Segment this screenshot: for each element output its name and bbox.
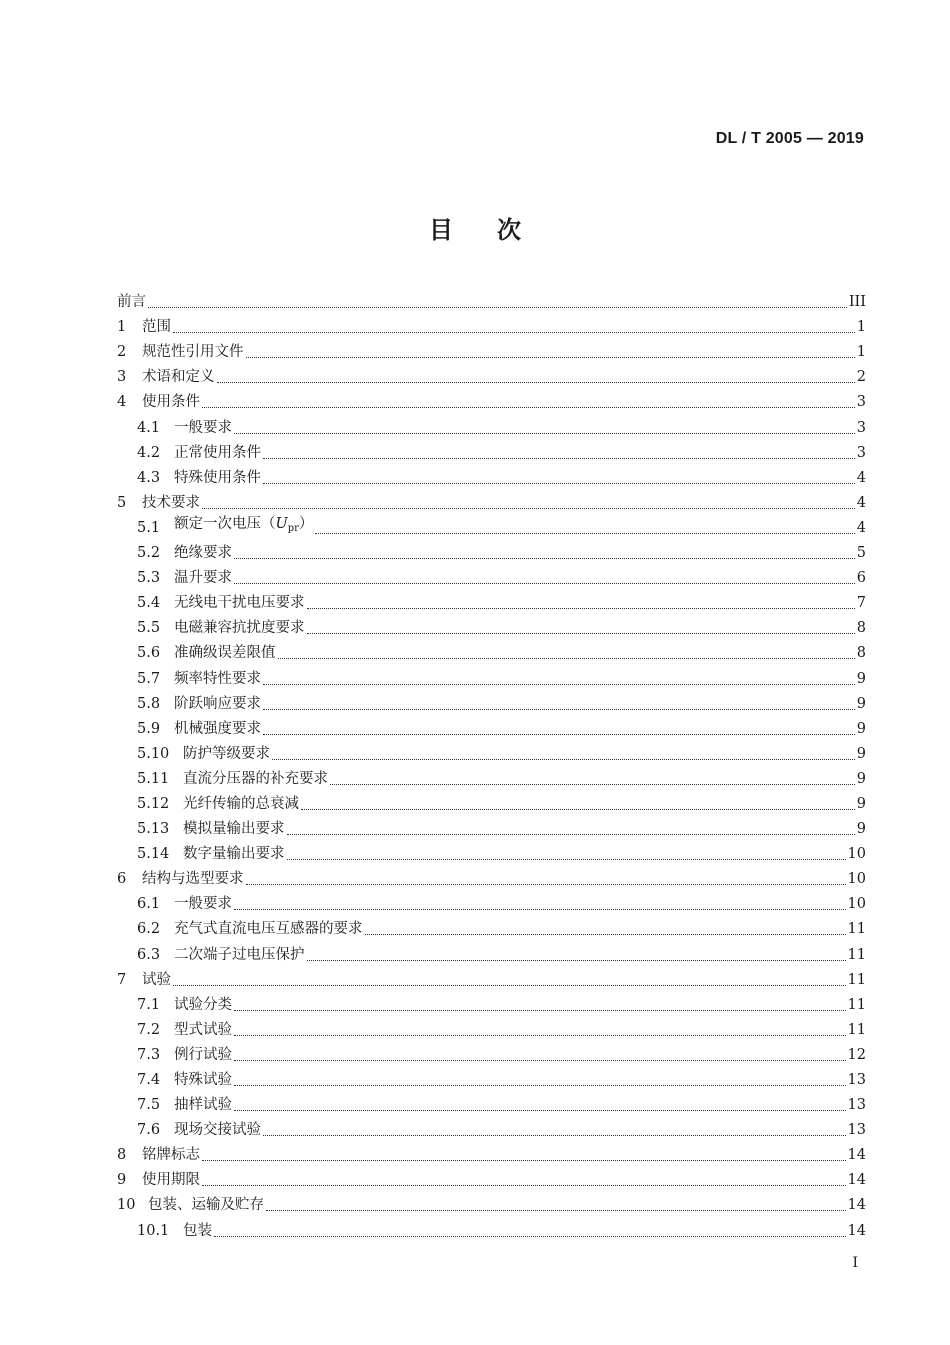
toc-dot-leader (266, 1210, 846, 1211)
toc-entry-page: 8 (856, 645, 866, 662)
toc-entry-title-text: 二次端子过电压保护 (174, 946, 305, 963)
standard-code: DL / T 2005 — 2019 (715, 130, 864, 147)
toc-entry-title (174, 512, 313, 541)
page-title-part2: 次 (497, 216, 521, 244)
toc-entry[interactable] (117, 817, 866, 842)
toc-entry-page: 3 (856, 394, 866, 411)
toc-entry-page: 7 (856, 595, 866, 612)
toc-entry-page: 5 (856, 545, 866, 562)
toc-entry-title-text: 特殊使用条件 (174, 469, 261, 486)
toc-dot-leader (263, 483, 855, 484)
toc-entry[interactable] (117, 290, 866, 315)
toc-entry-title-text: 直流分压器的补充要求 (183, 770, 328, 787)
toc-entry-title-text: 结构与选型要求 (142, 871, 244, 888)
toc-entry-title (174, 566, 232, 591)
toc-entry-number: 7 (117, 971, 127, 988)
toc-entry-title (174, 1068, 232, 1093)
toc-dot-leader (234, 558, 855, 559)
toc-entry[interactable] (117, 516, 866, 541)
toc-entry-number: 1 (117, 319, 127, 336)
toc-dot-leader (234, 1035, 846, 1036)
toc-entry-page: 10 (847, 846, 866, 863)
toc-entry-title (183, 1219, 212, 1244)
toc-entry-title (174, 692, 261, 717)
toc-entry-title (183, 742, 270, 767)
toc-entry-number: 5.5 (137, 620, 161, 637)
toc-entry-number: 7.5 (137, 1097, 161, 1114)
toc-entry-number: 5.9 (137, 720, 161, 737)
toc-entry-number: 7.6 (137, 1122, 161, 1139)
toc-entry-number: 5 (117, 494, 127, 511)
toc-entry[interactable] (117, 942, 866, 967)
toc-entry-page: 9 (856, 795, 866, 812)
toc-entry-page: 11 (847, 946, 866, 963)
toc-entry[interactable] (117, 591, 866, 616)
toc-entry-title (174, 441, 261, 466)
toc-entry-title (142, 390, 200, 415)
toc-entry-page: 9 (856, 695, 866, 712)
toc-dot-leader (287, 834, 855, 835)
toc-entry-number: 5.10 (137, 745, 170, 762)
toc-entry[interactable] (117, 1143, 866, 1168)
toc-entry[interactable] (117, 1193, 866, 1218)
toc-entry-number: 5.14 (137, 846, 170, 863)
toc-entry[interactable] (117, 892, 866, 917)
toc-entry-page: 4 (856, 469, 866, 486)
toc-entry[interactable] (117, 666, 866, 691)
toc-dot-leader (246, 884, 846, 885)
toc-entry-title-text: 防护等级要求 (183, 745, 270, 762)
toc-entry-page: 14 (847, 1222, 866, 1239)
toc-entry-title (174, 1043, 232, 1068)
toc-entry-number: 2 (117, 344, 127, 361)
toc-entry[interactable] (117, 842, 866, 867)
toc-entry-page: 6 (856, 570, 866, 587)
toc-entry[interactable] (117, 415, 866, 440)
toc-dot-leader (173, 332, 855, 333)
toc-entry-number: 4.1 (137, 419, 161, 436)
toc-entry-number: 10 (117, 1197, 136, 1214)
toc-entry-number: 5.11 (137, 770, 170, 787)
toc-entry-title-text: 使用条件 (142, 394, 200, 411)
toc-entry-title (142, 315, 171, 340)
toc-dot-leader (307, 960, 846, 961)
toc-entry-title-text: 型式试验 (174, 1021, 232, 1038)
toc-entry-number: 5.13 (137, 821, 170, 838)
toc-entry-title (174, 667, 261, 692)
toc-entry-title (183, 817, 285, 842)
toc-entry-number: 5.6 (137, 645, 161, 662)
toc-entry-page: 9 (856, 821, 866, 838)
toc-entry-number: 9 (117, 1172, 127, 1189)
toc-entry-title (174, 1093, 232, 1118)
toc-entry-number: 7.1 (137, 996, 161, 1013)
toc-entry[interactable] (117, 1068, 866, 1093)
toc-entry[interactable] (117, 917, 866, 942)
toc-entry-title (142, 968, 171, 993)
toc-entry-title (174, 641, 276, 666)
toc-entry-page: 9 (856, 720, 866, 737)
toc-entry-number: 6.3 (137, 946, 161, 963)
toc-dot-leader (202, 508, 855, 509)
toc-entry[interactable] (117, 867, 866, 892)
toc-dot-leader (234, 1085, 846, 1086)
toc-dot-leader (330, 784, 855, 785)
toc-entry-title (174, 616, 305, 641)
toc-dot-leader (217, 382, 855, 383)
toc-entry-title-text: 前言 (117, 294, 146, 311)
toc-entry-title (174, 717, 261, 742)
toc-entry-number: 10.1 (137, 1222, 170, 1239)
toc-entry-title-text: 抽样试验 (174, 1097, 232, 1114)
toc-entry-number: 6.1 (137, 896, 161, 913)
toc-entry-page: 14 (847, 1172, 866, 1189)
toc-dot-leader (365, 934, 846, 935)
toc-entry-title (142, 340, 244, 365)
toc-entry[interactable] (117, 616, 866, 641)
toc-dot-leader (263, 684, 855, 685)
toc-entry-title (174, 1118, 261, 1143)
toc-dot-leader (263, 734, 855, 735)
toc-entry[interactable] (117, 1043, 866, 1068)
toc-entry-number: 4.3 (137, 469, 161, 486)
toc-entry[interactable] (117, 792, 866, 817)
toc-entry-number: 5.12 (137, 795, 170, 812)
toc-entry-title-text: 包装、运输及贮存 (148, 1197, 264, 1214)
toc-entry-title (174, 416, 232, 441)
page-title (0, 210, 950, 245)
toc-entry-page: 12 (847, 1046, 866, 1063)
toc-entry-number: 5.4 (137, 595, 161, 612)
toc-dot-leader (263, 1135, 846, 1136)
toc-entry-page: 11 (847, 996, 866, 1013)
toc-entry-number: 7.2 (137, 1021, 161, 1038)
toc-entry[interactable] (117, 390, 866, 415)
toc-entry-page: 4 (856, 494, 866, 511)
toc-entry[interactable] (117, 340, 866, 365)
toc-entry-title (174, 917, 363, 942)
toc-dot-leader (202, 407, 855, 408)
toc-entry-title-subscript: pr (287, 522, 299, 534)
toc-entry-page: 2 (856, 369, 866, 386)
page-number: I (852, 1255, 858, 1271)
toc-entry-title (174, 591, 305, 616)
toc-entry-title-text: 特殊试验 (174, 1072, 232, 1088)
toc-entry-title-text: 绝缘要求 (174, 545, 232, 562)
toc-entry-number: 3 (117, 369, 127, 386)
toc-dot-leader (202, 1185, 846, 1186)
toc-entry-number: 8 (117, 1147, 127, 1164)
toc-entry[interactable] (117, 315, 866, 340)
toc-entry-page: 9 (856, 770, 866, 787)
toc-entry-title (183, 792, 299, 817)
toc-entry-title-text: 模拟量输出要求 (183, 821, 285, 838)
toc-entry-number: 6 (117, 871, 127, 888)
toc-dot-leader (263, 458, 855, 459)
toc-entry-title-text: 频率特性要求 (174, 670, 261, 687)
toc-entry-title-text: 充气式直流电压互感器的要求 (174, 921, 363, 938)
toc-entry-title-end: ） (298, 515, 314, 532)
toc-entry-page: 3 (856, 444, 866, 461)
toc-entry-page: 4 (856, 519, 866, 536)
toc-entry[interactable] (117, 1118, 866, 1143)
toc-entry[interactable] (117, 1218, 866, 1243)
toc-entry-title-text: 电磁兼容抗扰度要求 (174, 620, 305, 637)
toc-entry-title (142, 1143, 200, 1168)
toc-dot-leader (148, 307, 847, 308)
toc-entry[interactable] (117, 742, 866, 767)
toc-entry-page: 10 (847, 871, 866, 888)
toc-entry-number: 5.8 (137, 695, 161, 712)
toc-entry-title-text: 技术要求 (142, 494, 200, 511)
toc-entry-title-text: 准确级误差限值 (174, 645, 276, 662)
toc-entry-title-text: 一般要求 (174, 896, 232, 913)
toc-entry-title-text: 规范性引用文件 (142, 344, 244, 361)
toc-dot-leader (234, 909, 846, 910)
toc-entry-title (183, 767, 328, 792)
toc-entry-title (174, 541, 232, 566)
toc-entry[interactable] (117, 692, 866, 717)
toc-entry-page: 13 (847, 1072, 866, 1088)
toc-entry-title-text: 试验分类 (174, 996, 232, 1013)
toc-entry[interactable] (117, 441, 866, 466)
toc-entry-title-text: 温升要求 (174, 570, 232, 587)
toc-entry[interactable] (117, 641, 866, 666)
toc-dot-leader (246, 357, 855, 358)
toc-entry-page: 1 (856, 344, 866, 361)
toc-entry[interactable] (117, 1168, 866, 1193)
toc-entry-page: 11 (847, 971, 866, 988)
table-of-contents (117, 290, 866, 1244)
toc-entry-title (117, 290, 146, 315)
toc-entry-title (174, 466, 261, 491)
toc-entry[interactable] (117, 993, 866, 1018)
toc-entry-page: 1 (856, 319, 866, 336)
toc-entry-title-text: 一般要求 (174, 419, 232, 436)
toc-entry-title-text: 无线电干扰电压要求 (174, 595, 305, 612)
toc-dot-leader (202, 1160, 846, 1161)
toc-entry-number: 5.2 (137, 545, 161, 562)
toc-entry-page: 9 (856, 670, 866, 687)
toc-entry-title (174, 943, 305, 968)
toc-entry-page: 13 (847, 1097, 866, 1114)
toc-dot-leader (234, 1010, 846, 1011)
toc-entry-title-text: 光纤传输的总衰减 (183, 795, 299, 812)
toc-entry[interactable] (117, 541, 866, 566)
toc-entry-title (174, 892, 232, 917)
toc-dot-leader (301, 809, 855, 810)
toc-dot-leader (234, 1060, 846, 1061)
toc-entry-page: 10 (847, 896, 866, 913)
toc-entry[interactable] (117, 767, 866, 792)
toc-entry[interactable] (117, 566, 866, 591)
toc-dot-leader (234, 1110, 846, 1111)
toc-entry-title (148, 1193, 264, 1218)
toc-dot-leader (234, 433, 855, 434)
toc-entry-title (174, 993, 232, 1018)
toc-entry-title-text: 正常使用条件 (174, 444, 261, 461)
toc-entry[interactable] (117, 1093, 866, 1118)
toc-entry-page: 8 (856, 620, 866, 637)
toc-dot-leader (234, 583, 855, 584)
toc-entry-page: 11 (847, 921, 866, 938)
toc-entry-title-variable: U (275, 515, 288, 532)
toc-entry-title-text: 额定一次电压（ (174, 515, 276, 532)
toc-entry-title-text: 阶跃响应要求 (174, 695, 261, 712)
toc-entry-title (142, 867, 244, 892)
toc-entry-title-text: 例行试验 (174, 1046, 232, 1063)
toc-entry[interactable] (117, 1018, 866, 1043)
toc-entry[interactable] (117, 365, 866, 390)
toc-entry-title-text: 术语和定义 (142, 369, 215, 386)
toc-entry-title-text: 数字量输出要求 (183, 846, 285, 863)
toc-entry-number: 5.7 (137, 670, 161, 687)
toc-dot-leader (307, 633, 855, 634)
toc-entry-number: 7.4 (137, 1072, 161, 1088)
toc-dot-leader (272, 759, 855, 760)
toc-entry-number: 4 (117, 394, 127, 411)
toc-entry-number: 4.2 (137, 444, 161, 461)
toc-entry-number: 5.3 (137, 570, 161, 587)
toc-entry-title-text: 包装 (183, 1222, 212, 1239)
toc-entry-title (183, 842, 285, 867)
toc-dot-leader (315, 533, 854, 534)
toc-entry-page: 14 (847, 1147, 866, 1164)
toc-entry-title (142, 365, 215, 390)
toc-entry-title (174, 1018, 232, 1043)
toc-dot-leader (307, 608, 855, 609)
toc-entry-page: 11 (847, 1021, 866, 1038)
toc-entry-number: 6.2 (137, 921, 161, 938)
toc-entry-page: 14 (847, 1197, 866, 1214)
toc-dot-leader (173, 985, 846, 986)
toc-entry[interactable] (117, 466, 866, 491)
toc-entry-page: 9 (856, 745, 866, 762)
toc-entry-number: 7.3 (137, 1046, 161, 1063)
page-title-part1: 目 (429, 216, 453, 244)
toc-entry-title-text: 试验 (142, 971, 171, 988)
toc-entry-title-text: 范围 (142, 319, 171, 336)
toc-dot-leader (287, 859, 846, 860)
toc-entry[interactable] (117, 968, 866, 993)
toc-entry-page: 13 (847, 1122, 866, 1139)
toc-entry-number: 5.1 (137, 519, 161, 536)
toc-entry-title-text: 机械强度要求 (174, 720, 261, 737)
toc-dot-leader (278, 658, 855, 659)
toc-entry-title (142, 1168, 200, 1193)
toc-entry-title-text: 铭牌标志 (142, 1147, 200, 1164)
toc-entry-page: III (848, 294, 866, 311)
toc-entry[interactable] (117, 717, 866, 742)
toc-entry-title-text: 现场交接试验 (174, 1122, 261, 1139)
toc-entry-title-text: 使用期限 (142, 1172, 200, 1189)
toc-dot-leader (263, 709, 855, 710)
toc-dot-leader (214, 1236, 846, 1237)
toc-entry-page: 3 (856, 419, 866, 436)
